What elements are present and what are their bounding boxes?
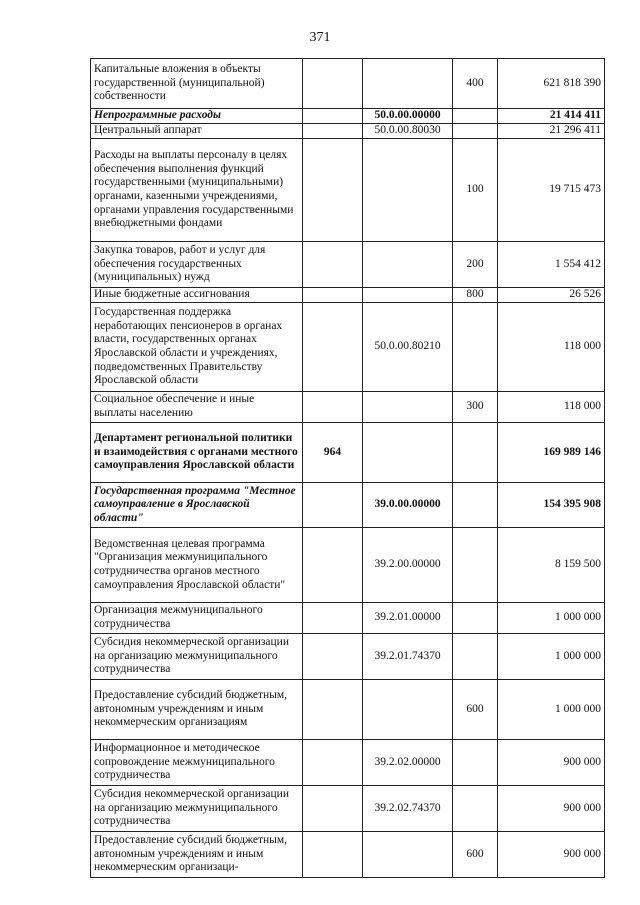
row-amount-cell: 1 000 000 (498, 680, 605, 740)
row-dept-code-cell (303, 288, 363, 303)
table-row (91, 392, 605, 423)
row-name-cell: Непрограммные расходы (91, 109, 303, 124)
row-dept-code-cell (303, 832, 363, 878)
row-target-code-cell: 50.0.00.80210 (363, 303, 453, 392)
row-name-cell: Иные бюджетные ассигнования (91, 288, 303, 303)
row-name-cell: Организация межмуниципального сотрудничества (91, 603, 303, 634)
row-name-cell: Субсидия некоммерческой организации на организацию межмуниципального сотрудничества (91, 786, 303, 832)
budget-table (90, 58, 605, 878)
table-row (91, 303, 605, 392)
row-target-code-cell: 39.2.02.00000 (363, 740, 453, 786)
table-row (91, 423, 605, 483)
page-number: 371 (309, 30, 331, 45)
row-dept-code-cell (303, 786, 363, 832)
row-target-code-cell (363, 423, 453, 483)
row-name-cell: Субсидия некоммерческой организации на организацию межмуниципального сотрудничества (91, 634, 303, 680)
row-dept-code-cell (303, 109, 363, 124)
row-amount-cell: 1 554 412 (498, 242, 605, 288)
row-target-code-cell: 39.0.00.00000 (363, 483, 453, 528)
row-amount-cell: 1 000 000 (498, 603, 605, 634)
row-target-code-cell (363, 59, 453, 109)
row-target-code-cell: 50.0.00.00000 (363, 109, 453, 124)
row-dept-code-cell: 964 (303, 423, 363, 483)
row-expense-type-cell (453, 603, 498, 634)
row-expense-type-cell (453, 528, 498, 603)
row-name-cell: Ведомственная целевая программа "Организация межмуниципального сотрудничества органов местного самоуправления Ярославской области" (91, 528, 303, 603)
table-row (91, 634, 605, 680)
table-row (91, 832, 605, 878)
row-target-code-cell: 39.2.01.74370 (363, 634, 453, 680)
row-dept-code-cell (303, 139, 363, 242)
table-row (91, 483, 605, 528)
row-amount-cell: 118 000 (498, 303, 605, 392)
row-name-cell: Капитальные вложения в объекты государственной (муниципальной) собственности (91, 59, 303, 109)
row-expense-type-cell: 100 (453, 139, 498, 242)
table-row (91, 139, 605, 242)
row-dept-code-cell (303, 392, 363, 423)
row-dept-code-cell (303, 740, 363, 786)
row-expense-type-cell (453, 109, 498, 124)
row-expense-type-cell (453, 634, 498, 680)
row-dept-code-cell (303, 634, 363, 680)
row-dept-code-cell (303, 528, 363, 603)
row-name-cell: Предоставление субсидий бюджетным, автономным учреждениям и иным некоммерческим организациям (91, 680, 303, 740)
row-target-code-cell (363, 832, 453, 878)
table-row (91, 528, 605, 603)
table-row (91, 124, 605, 139)
row-expense-type-cell: 300 (453, 392, 498, 423)
row-amount-cell: 900 000 (498, 832, 605, 878)
row-name-cell: Закупка товаров, работ и услуг для обеспечения государственных (муниципальных) нужд (91, 242, 303, 288)
row-expense-type-cell (453, 303, 498, 392)
row-target-code-cell (363, 680, 453, 740)
row-amount-cell: 26 526 (498, 288, 605, 303)
row-name-cell: Департамент региональной политики и взаимодействия с органами местного самоуправления Ярославской области (91, 423, 303, 483)
row-expense-type-cell (453, 124, 498, 139)
row-expense-type-cell (453, 786, 498, 832)
row-expense-type-cell (453, 483, 498, 528)
row-amount-cell: 1 000 000 (498, 634, 605, 680)
row-name-cell: Государственная поддержка неработающих пенсионеров в органах власти, государственных органах Ярославской области и учреждениях, подведомственных Правительству Ярославской области (91, 303, 303, 392)
row-amount-cell: 900 000 (498, 740, 605, 786)
table-row (91, 109, 605, 124)
table-row (91, 603, 605, 634)
budget-table-body (91, 59, 605, 878)
row-expense-type-cell: 600 (453, 680, 498, 740)
row-dept-code-cell (303, 242, 363, 288)
table-row (91, 680, 605, 740)
row-target-code-cell (363, 139, 453, 242)
table-row (91, 740, 605, 786)
row-dept-code-cell (303, 59, 363, 109)
row-expense-type-cell: 800 (453, 288, 498, 303)
row-name-cell: Центральный аппарат (91, 124, 303, 139)
row-dept-code-cell (303, 680, 363, 740)
row-target-code-cell (363, 242, 453, 288)
row-amount-cell: 21 296 411 (498, 124, 605, 139)
row-target-code-cell (363, 392, 453, 423)
table-row (91, 786, 605, 832)
row-amount-cell: 621 818 390 (498, 59, 605, 109)
row-target-code-cell: 39.2.01.00000 (363, 603, 453, 634)
row-amount-cell: 154 395 908 (498, 483, 605, 528)
row-expense-type-cell: 600 (453, 832, 498, 878)
row-dept-code-cell (303, 303, 363, 392)
row-amount-cell: 8 159 500 (498, 528, 605, 603)
row-target-code-cell: 50.0.00.80030 (363, 124, 453, 139)
row-name-cell: Государственная программа "Местное самоуправление в Ярославской области" (91, 483, 303, 528)
row-dept-code-cell (303, 124, 363, 139)
row-amount-cell: 900 000 (498, 786, 605, 832)
table-row (91, 59, 605, 109)
row-amount-cell: 118 000 (498, 392, 605, 423)
row-expense-type-cell (453, 423, 498, 483)
row-name-cell: Предоставление субсидий бюджетным, автономным учреждениям и иным некоммерческим организаци- (91, 832, 303, 878)
row-target-code-cell: 39.2.00.00000 (363, 528, 453, 603)
row-amount-cell: 169 989 146 (498, 423, 605, 483)
row-amount-cell: 21 414 411 (498, 109, 605, 124)
row-dept-code-cell (303, 603, 363, 634)
row-expense-type-cell (453, 740, 498, 786)
row-name-cell: Информационное и методическое сопровождение межмуниципального сотрудничества (91, 740, 303, 786)
table-row (91, 288, 605, 303)
row-dept-code-cell (303, 483, 363, 528)
row-expense-type-cell: 200 (453, 242, 498, 288)
row-name-cell: Расходы на выплаты персоналу в целях обеспечения выполнения функций государственными (муниципальными) органами, казенными учреждениями, органами управления государственными внебюджетными фондами (91, 139, 303, 242)
row-target-code-cell: 39.2.02.74370 (363, 786, 453, 832)
table-row (91, 242, 605, 288)
row-target-code-cell (363, 288, 453, 303)
row-name-cell: Социальное обеспечение и иные выплаты населению (91, 392, 303, 423)
row-expense-type-cell: 400 (453, 59, 498, 109)
row-amount-cell: 19 715 473 (498, 139, 605, 242)
